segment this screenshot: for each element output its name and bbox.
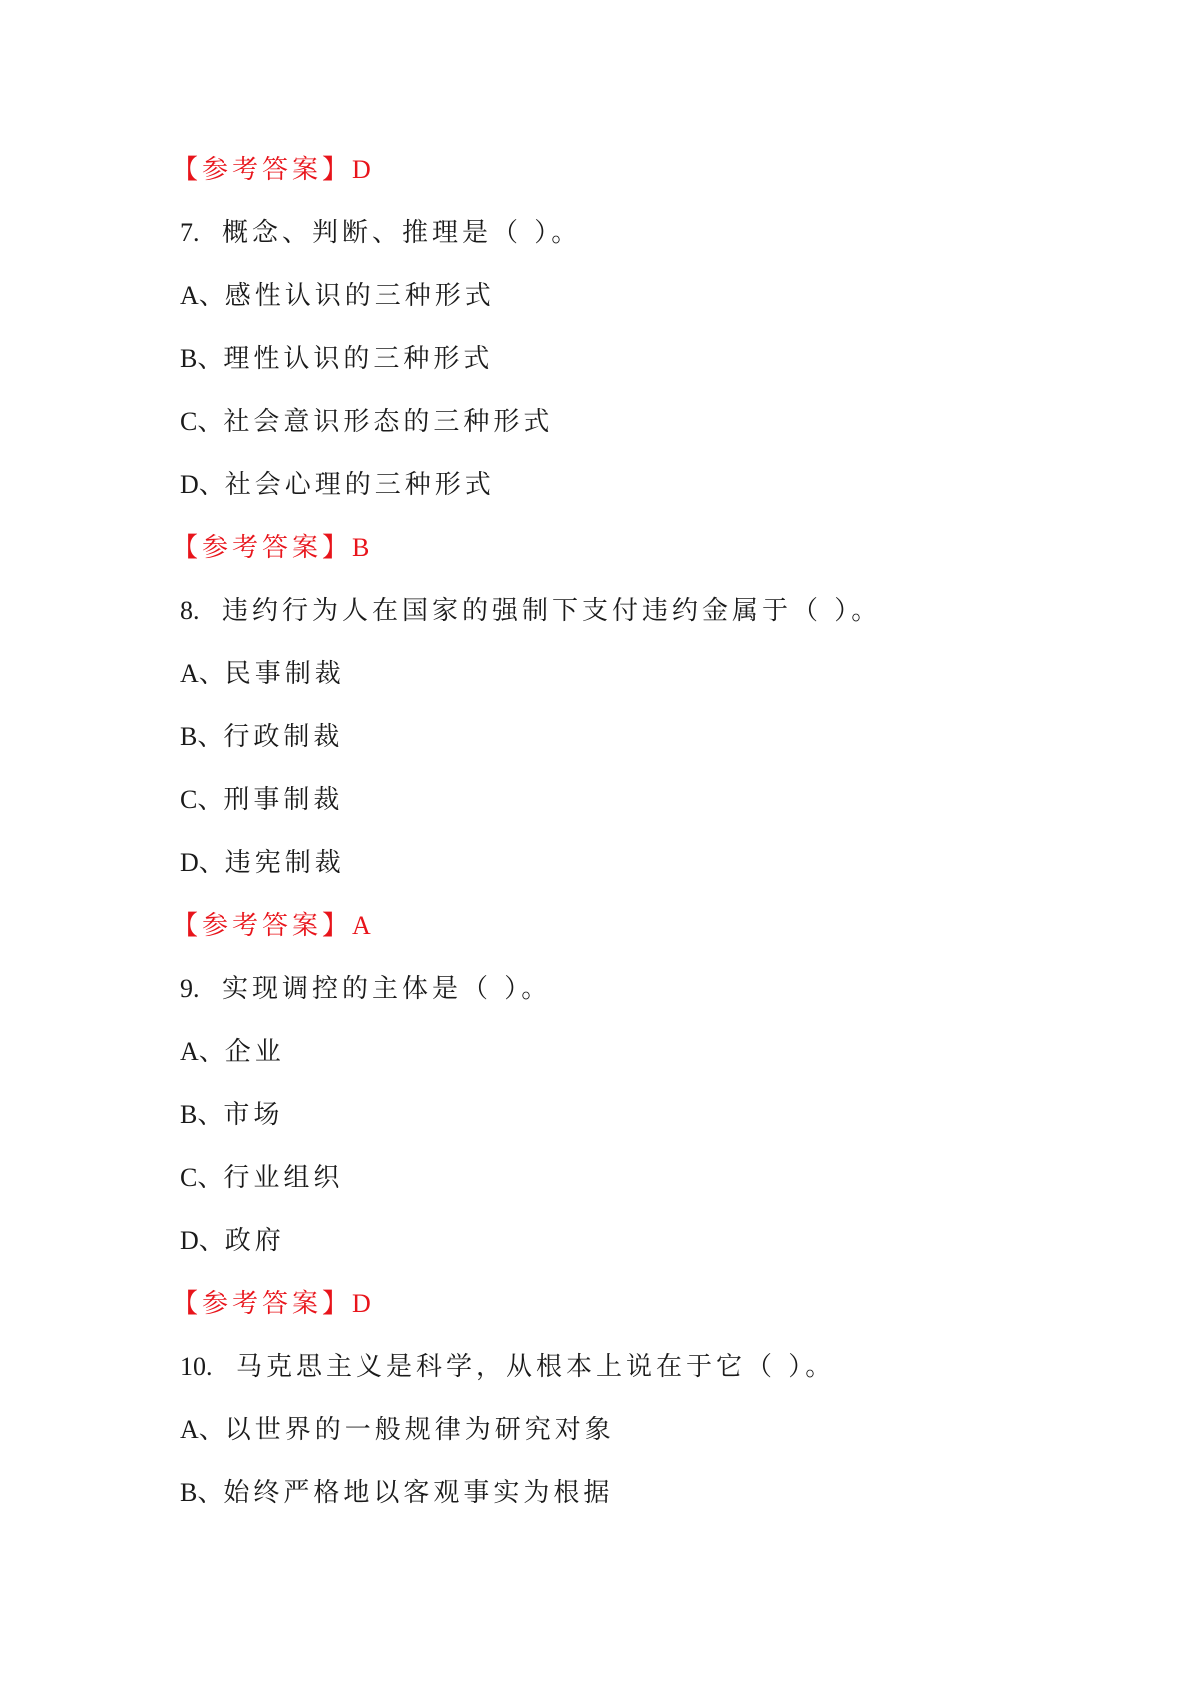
question-line: [180, 964, 1140, 1027]
option-line: [180, 1090, 1140, 1153]
answer-label: 【参考答案】: [172, 533, 353, 563]
option-letter: B、: [180, 722, 224, 751]
option-text: 市场: [223, 1100, 284, 1130]
option-text: 理性认识的三种形式: [223, 344, 494, 374]
answer-line: [172, 523, 1140, 586]
option-letter: B、: [180, 1478, 224, 1507]
answer-line: [172, 145, 1140, 208]
option-line: [180, 1027, 1140, 1090]
document-page: [172, 145, 1140, 1531]
option-line: [180, 334, 1140, 397]
option-text: 社会心理的三种形式: [224, 470, 495, 500]
option-line: [180, 1153, 1140, 1216]
option-text: 刑事制裁: [223, 785, 344, 815]
answer-line: [172, 901, 1140, 964]
option-line: [180, 1468, 1140, 1531]
answer-value: A: [352, 911, 371, 940]
option-text: 违宪制裁: [224, 848, 345, 878]
question-text: 违约行为人在国家的强制下支付违约金属于（ ）。: [222, 596, 882, 626]
answer-label: 【参考答案】: [172, 155, 353, 185]
option-letter: B、: [180, 344, 224, 373]
option-text: 行业组织: [223, 1163, 344, 1193]
option-text: 政府: [224, 1226, 285, 1256]
option-line: [180, 397, 1140, 460]
option-letter: C、: [180, 785, 224, 814]
option-text: 民事制裁: [224, 659, 345, 689]
question-line: [180, 208, 1140, 271]
option-letter: D、: [180, 848, 225, 877]
question-number: 8.: [180, 596, 200, 625]
option-line: [180, 649, 1140, 712]
question-text: 实现调控的主体是（ ）。: [222, 974, 552, 1004]
option-letter: C、: [180, 1163, 224, 1192]
option-letter: C、: [180, 407, 224, 436]
option-line: [180, 1405, 1140, 1468]
option-letter: A、: [180, 281, 225, 310]
question-line: [180, 586, 1140, 649]
option-line: [180, 712, 1140, 775]
option-line: [180, 1216, 1140, 1279]
question-number: 7.: [180, 218, 200, 247]
question-number: 10.: [180, 1352, 213, 1381]
option-text: 行政制裁: [223, 722, 344, 752]
option-letter: D、: [180, 1226, 225, 1255]
option-letter: A、: [180, 1415, 225, 1444]
option-text: 始终严格地以客观事实为根据: [223, 1478, 614, 1508]
option-line: [180, 775, 1140, 838]
option-text: 以世界的一般规律为研究对象: [224, 1415, 615, 1445]
answer-value: D: [352, 1289, 371, 1318]
option-letter: A、: [180, 1037, 225, 1066]
option-letter: A、: [180, 659, 225, 688]
question-text: 马克思主义是科学，从根本上说在于它（ ）。: [236, 1352, 836, 1382]
option-letter: B、: [180, 1100, 224, 1129]
answer-value: B: [352, 533, 370, 562]
option-line: [180, 271, 1140, 334]
answer-label: 【参考答案】: [172, 911, 353, 941]
answer-value: D: [352, 155, 371, 184]
option-text: 社会意识形态的三种形式: [223, 407, 554, 437]
answer-line: [172, 1279, 1140, 1342]
option-line: [180, 838, 1140, 901]
option-text: 感性认识的三种形式: [224, 281, 495, 311]
option-line: [180, 460, 1140, 523]
option-letter: D、: [180, 470, 225, 499]
question-text: 概念、判断、推理是（ ）。: [222, 218, 582, 248]
question-line: [180, 1342, 1140, 1405]
option-text: 企业: [224, 1037, 285, 1067]
answer-label: 【参考答案】: [172, 1289, 353, 1319]
question-number: 9.: [180, 974, 200, 1003]
